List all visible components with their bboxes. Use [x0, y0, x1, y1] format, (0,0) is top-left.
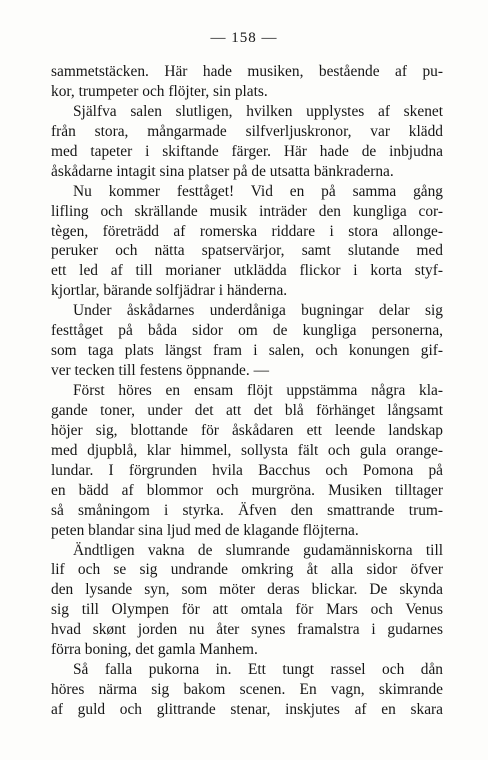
text-line: Under åskådarnes underdåniga bugningar delar sig	[73, 302, 443, 320]
text-line: lifling och skrällande musik inträder den kungliga cor-	[51, 202, 443, 220]
text-line: kjortlar, bärande solfjädrar i händerna.	[51, 282, 288, 300]
text-line: Först höres en ensam flöjt uppstämma några kla-	[73, 382, 443, 399]
text-line: höres närma sig bakom scenen. En vagn, skimrande	[51, 681, 443, 699]
text-line: sammetstäcken. Här hade musiken, bestående af pu-	[51, 63, 443, 80]
page-number: — 158 —	[210, 30, 278, 46]
text-line: med tapeter i skiftande färger. Här hade de inbjudna	[51, 142, 443, 160]
body-text	[51, 62, 443, 720]
text-line: som taga plats längst fram i salen, och konungen gif-	[51, 342, 443, 360]
text-line: af guld och glittrande stenar, inskjutes af en skara	[51, 701, 443, 718]
text-line: ver tecken till festens öppnande. —	[51, 362, 269, 380]
text-line: med djupblå, klar himmel, sollysta fält och gula orange-	[51, 441, 443, 459]
text-line: tègen, företrädd af romerska riddare i stora allonge-	[51, 222, 443, 240]
text-line: åskådarne intagit sina platser på de utsatta bänkraderna.	[51, 162, 394, 180]
text-line: lif och se sig undrande omkring åt alla sidor öfver	[51, 561, 443, 579]
text-line: så småningom i styrka. Äfven den smattrande trum-	[51, 501, 443, 519]
text-line: sig till Olympen för att omtala för Mars och Venus	[51, 601, 443, 619]
text-line: Ändtligen vakna de slumrande gudamänniskorna till	[73, 541, 443, 559]
text-line: från stora, mångarmade silfverljuskronor, var klädd	[51, 122, 443, 140]
text-line: Så falla pukorna in. Ett tungt rassel och dån	[73, 661, 443, 679]
text-line: ett led af till morianer utklädda flickor i korta styf-	[51, 262, 443, 280]
text-line: Nu kommer festtåget! Vid en på samma gång	[73, 182, 443, 200]
text-line: peruker och nätta spatservärjor, samt slutande med	[51, 242, 443, 260]
text-line: Själfva salen slutligen, hvilken upplystes af skenet	[73, 102, 443, 120]
text-line: lundar. I förgrunden hvila Bacchus och Pomona på	[51, 461, 443, 479]
text-line: gande toner, under det att det blå förhänget långsamt	[51, 401, 443, 419]
text-line: en bädd af blommor och murgröna. Musiken tilltager	[51, 481, 443, 499]
text-line: festtåget på båda sidor om de kungliga personerna,	[51, 322, 443, 340]
text-line: den lysande syn, som möter deras blickar. De skynda	[51, 581, 443, 599]
text-line: kor, trumpeter och flöjter, sin plats.	[51, 82, 268, 100]
text-line: förra boning, det gamla Manhem.	[51, 641, 258, 659]
text-line: höjer sig, blottande för åskådaren ett leende landskap	[51, 421, 443, 439]
text-line: hvad skønt jorden nu åter synes framalstra i gudarnes	[51, 621, 443, 639]
text-line: peten blandar sina ljud med de klagande flöjterna.	[51, 521, 359, 539]
